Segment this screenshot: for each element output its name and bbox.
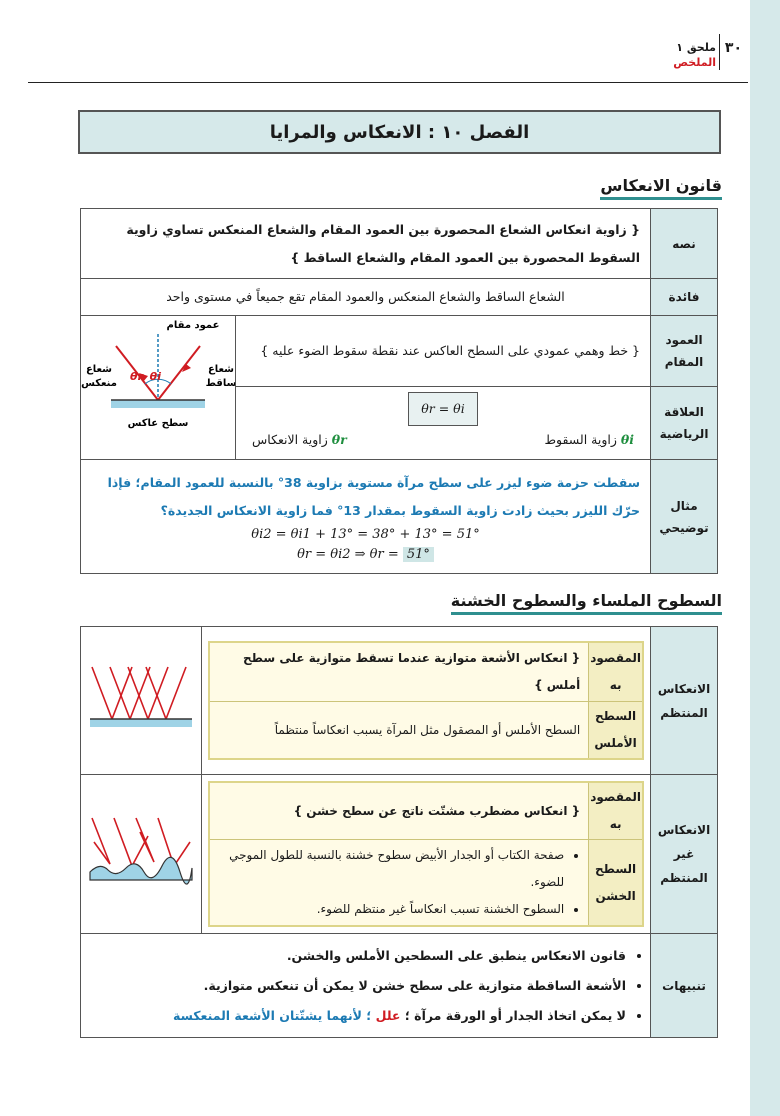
row-label-notes: تنبيهات [651, 934, 718, 1038]
incidence-legend [544, 426, 634, 454]
note3-reason: ؛ لأنهما يشتّتان الأشعة المنعكسة [172, 1007, 376, 1023]
table-row [81, 279, 718, 316]
reflected-ray [158, 346, 200, 400]
note3-why: علل [375, 1007, 401, 1023]
table-row [81, 627, 718, 775]
diffuse-inner-table [208, 781, 644, 927]
list-item: • قانون الانعكاس ينطبق على السطحين الأملس والخشن. [89, 941, 626, 971]
diagram-incident-label-1: شعاع [207, 364, 235, 375]
math-relation-cell [236, 386, 651, 459]
reflective-surface [111, 400, 205, 408]
example-line-2 [91, 545, 640, 565]
chapter-title: الفصل ١٠ : الانعكاس والمرايا [78, 110, 721, 154]
row-label-benefit: فائدة [651, 279, 718, 316]
incidence-symbol: θi [620, 431, 634, 447]
table-row [209, 702, 643, 760]
diagram-theta-i: θi [149, 370, 161, 383]
table-row [209, 782, 643, 840]
row-label-math: العلاقة الرياضية [651, 386, 718, 459]
table-row [209, 642, 643, 702]
page-number: ٣٠ [724, 40, 742, 56]
diffuse-meaning-label: المقصود به [589, 782, 643, 840]
table-row [81, 934, 718, 1038]
table-row [81, 316, 718, 387]
regular-reflection-diagram [86, 659, 196, 739]
page-side-band [750, 0, 780, 1116]
regular-content [202, 627, 651, 775]
diffuse-content [202, 775, 651, 934]
rough-surface-list-cell [209, 840, 589, 927]
example-line-1: θi2 = θi1 + 13° = 38° + 13° = 51° [251, 526, 480, 542]
law-statement: { زاوية انعكاس الشعاع المحصورة بين العمود المقام والشعاع المنعكس تساوي زاوية السقوط المحصورة بين العمود المقام والشعاع الساقط } [81, 209, 651, 279]
header-divider [719, 34, 720, 70]
diffuse-diagram-cell [81, 775, 202, 934]
table-row [209, 840, 643, 927]
smooth-surface [90, 719, 192, 727]
rough-surface-label: السطح الخشن [589, 840, 643, 927]
notes-cell [81, 934, 651, 1038]
reflection-equation: θr = θi [408, 392, 477, 426]
page-header [28, 0, 748, 83]
smooth-surface-text: السطح الأملس أو المصقول مثل المرآة يسبب انعكاساً منتظماً [209, 702, 589, 760]
example-question: سقطت حزمة ضوء ليزر على سطح مرآة مستوية بزاوية 38° بالنسبة للعمود المقام؛ فإذا حرّك الليزر بحيث زادت زاوية السقوط بمقدار 13° فما زاوية الانعكاس الجديدة؟ [107, 474, 640, 518]
summary-label: الملخص [673, 56, 716, 69]
notes-list [89, 941, 642, 1031]
section-title-surfaces: السطوح الملساء والسطوح الخشنة [451, 591, 722, 615]
section-title-reflection-law: قانون الانعكاس [600, 176, 722, 200]
reflection-diagram [81, 316, 235, 456]
row-label-diffuse: الانعكاس غير المنتظم [651, 775, 718, 934]
table-row [81, 460, 718, 574]
diagram-reflected-label-2: منعكس [81, 378, 117, 389]
diagram-normal-label: عمود مقام [166, 320, 220, 331]
list-item: • صفحة الكتاب أو الجدار الأبيض سطوح خشنة بالنسبة للطول الموجي للضوء. [218, 842, 564, 896]
smooth-surface-label: السطح الأملس [589, 702, 643, 760]
row-label-statement: نصه [651, 209, 718, 279]
regular-diagram-cell [81, 627, 202, 775]
regular-meaning-text: { انعكاس الأشعة متوازية عندما تسقط متوازية على سطح أملس } [209, 642, 589, 702]
row-label-regular: الانعكاس المنتظم [651, 627, 718, 775]
list-item: • الأشعة الساقطة متوازية على سطح خشن لا يمكن أن تنعكس متوازية. [89, 971, 626, 1001]
reflection-diagram-cell [81, 316, 236, 460]
list-item [89, 1001, 626, 1031]
reflection-label: زاوية الانعكاس [252, 431, 328, 447]
normal-definition: { خط وهمي عمودي على السطح العاكس عند نقطة سقوط الضوء عليه } [236, 316, 651, 387]
diagram-theta-r: θr [130, 370, 143, 383]
regular-inner-table [208, 641, 644, 760]
table-row [81, 775, 718, 934]
diagram-reflected-label-1: شعاع [85, 364, 113, 375]
row-label-normal: العمود المقام [651, 316, 718, 387]
list-item: • السطوح الخشنة تسبب انعكاساً غير منتظم للضوء. [218, 896, 564, 923]
example-cell [81, 460, 651, 574]
incidence-label: زاوية السقوط [544, 431, 617, 447]
diagram-incident-label-2: ساقط [205, 378, 235, 389]
note3-text: لا يمكن اتخاذ الجدار أو الورقة مرآة ؛ [400, 1007, 626, 1023]
example-answer: 51° [403, 547, 434, 562]
benefit-text: الشعاع الساقط والشعاع المنعكس والعمود المقام تقع جميعاً في مستوى واحد [81, 279, 651, 316]
rough-surface-list [218, 842, 580, 923]
table-row [81, 209, 718, 279]
reflection-law-table [80, 208, 718, 574]
appendix-label: ملحق ١ [676, 41, 716, 54]
regular-meaning-label: المقصود به [589, 642, 643, 702]
diagram-surface-label: سطح عاكس [127, 418, 189, 429]
surfaces-table [80, 626, 718, 1038]
diffuse-reflection-diagram [86, 812, 196, 892]
reflection-symbol: θr [331, 431, 347, 447]
header-labels [673, 40, 716, 70]
diffuse-meaning-text: { انعكاس مضطرب مشتّت ناتج عن سطح خشن } [209, 782, 589, 840]
example-line-2-text: θr = θi2 ⇒ θr = [297, 546, 403, 562]
reflection-legend [252, 426, 347, 454]
row-label-example: مثال توضيحي [651, 460, 718, 574]
